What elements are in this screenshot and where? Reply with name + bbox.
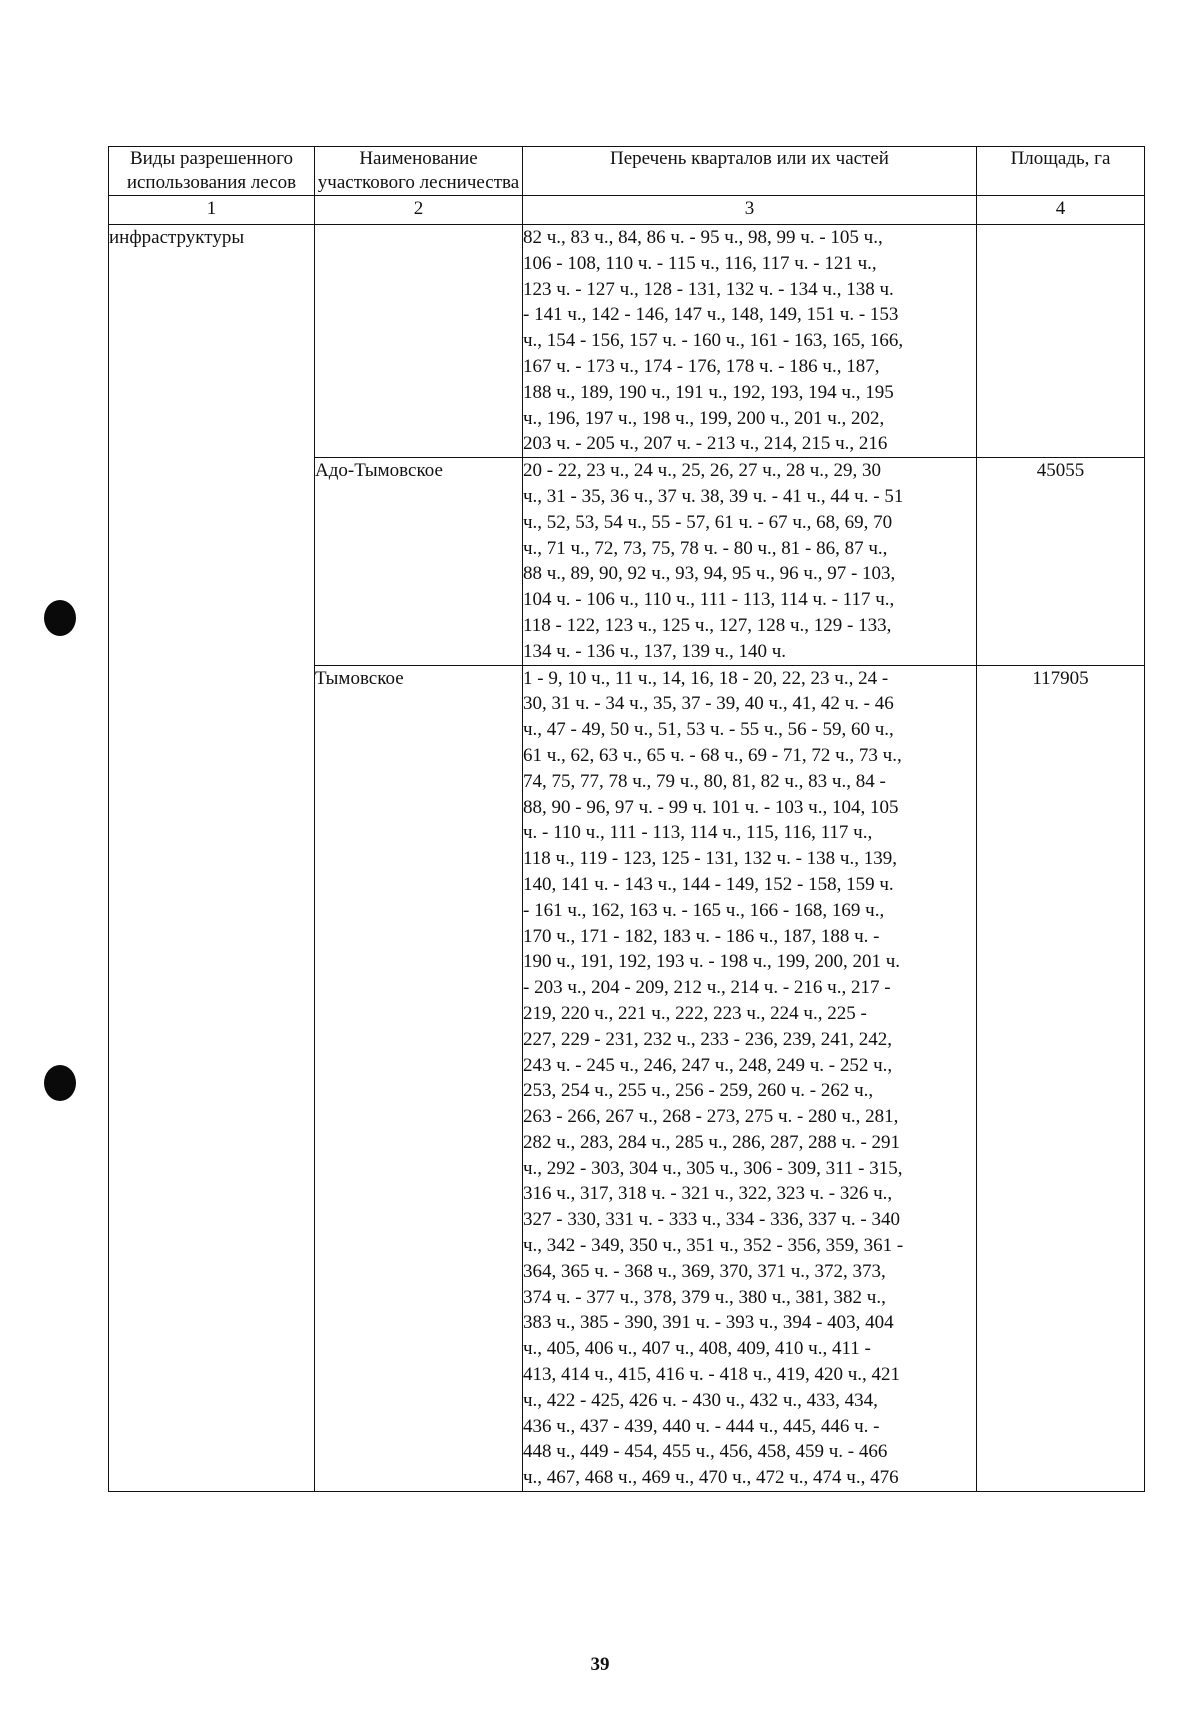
quarters-line: 74, 75, 77, 78 ч., 79 ч., 80, 81, 82 ч., 83 ч., 84 - [523,770,886,792]
quarters-line: 123 ч. - 127 ч., 128 - 131, 132 ч. - 134 ч., 138 ч. [523,278,894,300]
quarters-line: ч., 71 ч., 72, 73, 75, 78 ч. - 80 ч., 81 - 86, 87 ч., [523,537,888,559]
quarters-line: 167 ч. - 173 ч., 174 - 176, 178 ч. - 186 ч., 187, [523,355,880,377]
quarters-line: ч., 405, 406 ч., 407 ч., 408, 409, 410 ч., 411 - [523,1338,871,1360]
quarters-line: 327 - 330, 331 ч. - 333 ч., 334 - 336, 337 ч. - 340 [523,1209,900,1231]
quarters-line: 140, 141 ч. - 143 ч., 144 - 149, 152 - 158, 159 ч. [523,873,894,895]
table-header-row [109,147,1145,196]
area-cell: 117905 [977,665,1145,1492]
quarters-line: 448 ч., 449 - 454, 455 ч., 456, 458, 459 ч. - 466 [523,1441,888,1463]
quarters-line: 61 ч., 62, 63 ч., 65 ч. - 68 ч., 69 - 71, 72 ч., 73 ч., [523,744,902,766]
quarters-cell [523,458,977,665]
quarters-line: 170 ч., 171 - 182, 183 ч. - 186 ч., 187, 188 ч. - [523,925,880,947]
quarters-line: 243 ч. - 245 ч., 246, 247 ч., 248, 249 ч. - 252 ч., [523,1054,893,1076]
column-number: 4 [977,196,1145,225]
quarters-line: ч., 292 - 303, 304 ч., 305 ч., 306 - 309, 311 - 315, [523,1157,903,1179]
use-type-cell: инфраструктуры [109,225,315,1492]
quarters-line: ч. - 110 ч., 111 - 113, 114 ч., 115, 116, 117 ч., [523,822,873,844]
quarters-line: 413, 414 ч., 415, 416 ч. - 418 ч., 419, 420 ч., 421 [523,1364,901,1386]
forestry-name-cell: Тымовское [315,665,523,1492]
quarters-line: ч., 342 - 349, 350 ч., 351 ч., 352 - 356, 359, 361 - [523,1235,904,1257]
quarters-line: 118 - 122, 123 ч., 125 ч., 127, 128 ч., 129 - 133, [523,614,892,636]
area-cell [977,225,1145,458]
quarters-line: 316 ч., 317, 318 ч. - 321 ч., 322, 323 ч. - 326 ч., [523,1183,893,1205]
quarters-line: 227, 229 - 231, 232 ч., 233 - 236, 239, 241, 242, [523,1028,892,1050]
header-forestry-name: Наименование участкового лесничества [315,147,523,196]
quarters-line: 282 ч., 283, 284 ч., 285 ч., 286, 287, 288 ч. - 291 [523,1131,901,1153]
page-number: 39 [590,1654,610,1675]
quarters-cell [523,665,977,1492]
quarters-line: 134 ч. - 136 ч., 137, 139 ч., 140 ч. [523,640,787,662]
quarters-line: 20 - 22, 23 ч., 24 ч., 25, 26, 27 ч., 28 ч., 29, 30 [523,460,882,482]
quarters-line: ч., 154 - 156, 157 ч. - 160 ч., 161 - 163, 165, 166, [523,330,904,352]
quarters-line: 436 ч., 437 - 439, 440 ч. - 444 ч., 445, 446 ч. - [523,1415,880,1437]
header-area: Площадь, га [977,147,1145,196]
quarters-line: ч., 467, 468 ч., 469 ч., 470 ч., 472 ч., 474 ч., 476 [523,1467,899,1489]
quarters-line: 203 ч. - 205 ч., 207 ч. - 213 ч., 214, 215 ч., 216 [523,433,888,455]
punch-hole-mark [44,600,76,636]
quarters-cell [523,225,977,458]
forestry-name-cell: Адо-Тымовское [315,458,523,665]
quarters-line: 374 ч. - 377 ч., 378, 379 ч., 380 ч., 381, 382 ч., [523,1286,886,1308]
quarters-line: 263 - 266, 267 ч., 268 - 273, 275 ч. - 280 ч., 281, [523,1106,899,1128]
header-quarters-list: Перечень кварталов или их частей [523,147,977,196]
quarters-line: 118 ч., 119 - 123, 125 - 131, 132 ч. - 138 ч., 139, [523,848,897,870]
quarters-line: ч., 31 - 35, 36 ч., 37 ч. 38, 39 ч. - 41 ч., 44 ч. - 51 [523,485,904,507]
quarters-line: - 141 ч., 142 - 146, 147 ч., 148, 149, 151 ч. - 153 [523,304,899,326]
quarters-line: 88 ч., 89, 90, 92 ч., 93, 94, 95 ч., 96 ч., 97 - 103, [523,563,896,585]
quarters-line: 1 - 9, 10 ч., 11 ч., 14, 16, 18 - 20, 22, 23 ч., 24 - [523,667,889,689]
table-row [109,225,1145,458]
forestry-name-cell [315,225,523,458]
quarters-line: 364, 365 ч. - 368 ч., 369, 370, 371 ч., 372, 373, [523,1260,886,1282]
column-number: 3 [523,196,977,225]
forest-use-table [108,146,1145,1492]
quarters-line: ч., 47 - 49, 50 ч., 51, 53 ч. - 55 ч., 56 - 59, 60 ч., [523,719,894,741]
quarters-line: 383 ч., 385 - 390, 391 ч. - 393 ч., 394 - 403, 404 [523,1312,894,1334]
quarters-line: 82 ч., 83 ч., 84, 86 ч. - 95 ч., 98, 99 ч. - 105 ч., [523,227,883,248]
quarters-line: - 161 ч., 162, 163 ч. - 165 ч., 166 - 168, 169 ч., [523,899,885,921]
column-number-row [109,196,1145,225]
quarters-line: 104 ч. - 106 ч., 110 ч., 111 - 113, 114 ч. - 117 ч., [523,589,895,611]
quarters-line: 253, 254 ч., 255 ч., 256 - 259, 260 ч. - 262 ч., [523,1080,874,1102]
quarters-line: 188 ч., 189, 190 ч., 191 ч., 192, 193, 194 ч., 195 [523,381,894,403]
quarters-line: 30, 31 ч. - 34 ч., 35, 37 - 39, 40 ч., 41, 42 ч. - 46 [523,693,894,715]
column-number: 2 [315,196,523,225]
quarters-line: - 203 ч., 204 - 209, 212 ч., 214 ч. - 216 ч., 217 - [523,977,891,999]
quarters-line: ч., 52, 53, 54 ч., 55 - 57, 61 ч. - 67 ч., 68, 69, 70 [523,511,893,533]
quarters-line: ч., 422 - 425, 426 ч. - 430 ч., 432 ч., 433, 434, [523,1389,878,1411]
header-use-type: Виды разрешенного использования лесов [109,147,315,196]
punch-hole-mark [44,1065,76,1101]
area-cell: 45055 [977,458,1145,665]
quarters-line: ч., 196, 197 ч., 198 ч., 199, 200 ч., 201 ч., 202, [523,407,885,429]
quarters-line: 219, 220 ч., 221 ч., 222, 223 ч., 224 ч., 225 - [523,1002,867,1024]
column-number: 1 [109,196,315,225]
quarters-line: 88, 90 - 96, 97 ч. - 99 ч. 101 ч. - 103 ч., 104, 105 [523,796,899,818]
quarters-line: 190 ч., 191, 192, 193 ч. - 198 ч., 199, 200, 201 ч. [523,951,901,973]
quarters-line: 106 - 108, 110 ч. - 115 ч., 116, 117 ч. - 121 ч., [523,252,877,274]
